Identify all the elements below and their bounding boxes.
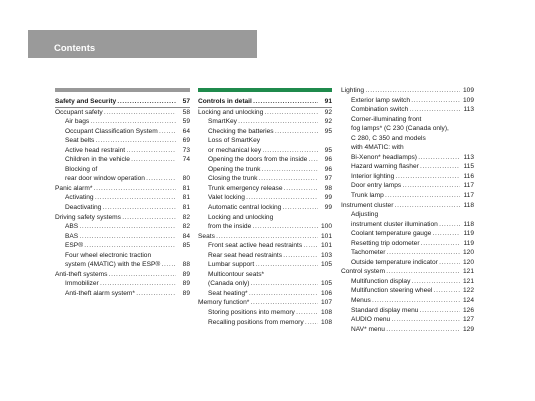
toc-subentry[interactable] bbox=[198, 127, 332, 137]
toc-page-number: 82 bbox=[176, 222, 190, 232]
toc-entry-label: Deactivating . . . bbox=[65, 203, 176, 213]
toc-entry-label: Outside temperature indicator . . . bbox=[351, 258, 460, 268]
toc-page-number: 120 bbox=[460, 248, 474, 258]
toc-entry-label: Blocking of bbox=[65, 165, 98, 173]
toc-entry-label: Occupant Classification System . . . bbox=[65, 127, 176, 137]
toc-subentry[interactable] bbox=[198, 318, 332, 328]
toc-entry-label: Standard display menu . . . bbox=[351, 306, 460, 316]
toc-subentry[interactable] bbox=[55, 193, 190, 203]
toc-page-number: 92 bbox=[318, 108, 332, 118]
toc-page-number: 113 bbox=[460, 153, 474, 163]
toc-page-number: 88 bbox=[176, 260, 190, 270]
toc-entry-label: Trunk emergency release . . . bbox=[208, 184, 318, 194]
toc-entry-label: Memory function* . . . bbox=[198, 298, 318, 308]
toc-page-number: 116 bbox=[460, 172, 474, 182]
toc-subentry[interactable] bbox=[198, 155, 332, 165]
toc-entry-label: Anti-theft systems . . . bbox=[55, 270, 176, 280]
toc-subentry[interactable] bbox=[341, 153, 474, 163]
toc-subentry[interactable] bbox=[198, 260, 332, 270]
toc-page-number: 118 bbox=[460, 201, 474, 211]
toc-page-number: 81 bbox=[176, 193, 190, 203]
toc-page-number: 89 bbox=[176, 270, 190, 280]
toc-entry-label: from the inside . . . bbox=[208, 222, 318, 232]
toc-subentry[interactable] bbox=[341, 315, 474, 325]
toc-subentry[interactable] bbox=[198, 165, 332, 175]
toc-topic[interactable] bbox=[198, 232, 332, 242]
toc-subentry[interactable] bbox=[55, 232, 190, 242]
toc-subentry[interactable] bbox=[198, 117, 332, 127]
toc-section-heading[interactable] bbox=[198, 97, 332, 108]
toc-page-number: 107 bbox=[318, 298, 332, 308]
toc-subentry[interactable] bbox=[55, 165, 190, 175]
toc-subentry[interactable] bbox=[341, 258, 474, 268]
toc-entry-label: AUDIO menu . . . bbox=[351, 315, 460, 325]
toc-subentry[interactable] bbox=[341, 134, 474, 144]
toc-topic[interactable] bbox=[341, 201, 474, 211]
toc-subentry[interactable] bbox=[55, 260, 190, 270]
toc-subentry[interactable] bbox=[341, 105, 474, 115]
toc-entry-label: ESP® . . . bbox=[65, 241, 176, 251]
toc-page-number: 117 bbox=[460, 181, 474, 191]
toc-entry-label: BAS . . . bbox=[65, 232, 176, 242]
toc-column-1 bbox=[55, 88, 190, 298]
toc-page-number: 58 bbox=[176, 108, 190, 118]
toc-subentry[interactable] bbox=[198, 222, 332, 232]
toc-entry-label: Resetting trip odometer . . . bbox=[351, 239, 460, 249]
toc-page-number: 73 bbox=[176, 146, 190, 156]
toc-page-number: 124 bbox=[460, 296, 474, 306]
toc-subentry[interactable] bbox=[55, 222, 190, 232]
toc-entry-label: Coolant temperature gauge . . . bbox=[351, 229, 460, 239]
toc-entry-label: Panic alarm* . . . bbox=[55, 184, 176, 194]
toc-page-number: 101 bbox=[318, 241, 332, 251]
toc-subentry[interactable] bbox=[341, 181, 474, 191]
toc-page-number: 120 bbox=[460, 258, 474, 268]
toc-entry-label: Multifunction display . . . bbox=[351, 277, 460, 287]
toc-subentry[interactable] bbox=[55, 155, 190, 165]
toc-subentry[interactable] bbox=[198, 289, 332, 299]
toc-page-number: 69 bbox=[176, 136, 190, 146]
toc-page-number: 126 bbox=[460, 306, 474, 316]
toc-page-number: 89 bbox=[176, 289, 190, 299]
toc-page-number: 99 bbox=[318, 203, 332, 213]
toc-column-3 bbox=[341, 86, 474, 334]
toc-page-number: 92 bbox=[318, 117, 332, 127]
toc-entry-label: Combination switch . . . bbox=[351, 105, 460, 115]
toc-subentry[interactable] bbox=[341, 162, 474, 172]
toc-subentry[interactable] bbox=[198, 270, 332, 280]
toc-page-number: 129 bbox=[460, 325, 474, 335]
toc-page-number: 81 bbox=[176, 203, 190, 213]
toc-entry-label: Immobilizer . . . bbox=[65, 279, 176, 289]
toc-page-number: 81 bbox=[176, 184, 190, 194]
toc-entry-label: Front seat active head restraints . . . bbox=[208, 241, 318, 251]
toc-subentry[interactable] bbox=[341, 277, 474, 287]
toc-topic[interactable] bbox=[55, 108, 190, 118]
toc-entry-label: Active head restraint . . . bbox=[65, 146, 176, 156]
toc-subentry[interactable] bbox=[198, 213, 332, 223]
toc-entry-label: Loss of SmartKey bbox=[208, 137, 261, 145]
toc-subentry[interactable] bbox=[341, 172, 474, 182]
toc-subentry[interactable] bbox=[198, 146, 332, 156]
toc-page-number: 117 bbox=[460, 191, 474, 201]
toc-page-number: 64 bbox=[176, 127, 190, 137]
toc-entry-label: Air bags . . . bbox=[65, 117, 176, 127]
toc-page-number: 82 bbox=[176, 213, 190, 223]
toc-page-number: 99 bbox=[318, 193, 332, 203]
toc-subentry[interactable] bbox=[198, 251, 332, 261]
toc-page-number: 74 bbox=[176, 155, 190, 165]
toc-entry-label: Activating . . . bbox=[65, 193, 176, 203]
toc-subentry[interactable] bbox=[341, 239, 474, 249]
toc-subentry[interactable] bbox=[55, 174, 190, 184]
toc-subentry[interactable] bbox=[341, 229, 474, 239]
toc-entry-label: with 4MATIC: with bbox=[351, 144, 404, 152]
toc-subentry[interactable] bbox=[198, 279, 332, 289]
toc-subentry[interactable] bbox=[198, 174, 332, 184]
toc-entry-label: fog lamps* (C 230 (Canada only), bbox=[351, 125, 449, 133]
toc-entry-label: Children in the vehicle . . . bbox=[65, 155, 176, 165]
toc-subentry[interactable] bbox=[198, 184, 332, 194]
toc-page-number: 97 bbox=[318, 174, 332, 184]
toc-entry-label: Seat belts . . . bbox=[65, 136, 176, 146]
toc-subentry[interactable] bbox=[55, 279, 190, 289]
toc-entry-label: Door entry lamps . . . bbox=[351, 181, 460, 191]
toc-entry-label: Lumbar support . . . bbox=[208, 260, 318, 270]
toc-entry-label: Bi-Xenon* headlamps) . . . bbox=[351, 153, 460, 163]
toc-page-number: 95 bbox=[318, 127, 332, 137]
toc-entry-label: Recalling positions from memory . . . bbox=[208, 318, 318, 328]
toc-page-number: 113 bbox=[460, 105, 474, 115]
toc-entry-label: rear door window operation . . . bbox=[65, 174, 176, 184]
toc-page-number: 85 bbox=[176, 241, 190, 251]
toc-entry-label: C 280, C 350 and models bbox=[351, 134, 426, 142]
toc-entry-label: Locking and unlocking . . . bbox=[198, 108, 318, 118]
toc-topic[interactable] bbox=[55, 213, 190, 223]
toc-entry-label: Storing positions into memory . . . bbox=[208, 308, 318, 318]
toc-entry-label: NAV* menu . . . bbox=[351, 325, 460, 335]
toc-entry-label: Valet locking . . . bbox=[208, 193, 318, 203]
toc-subentry[interactable] bbox=[198, 193, 332, 203]
toc-page-number: 95 bbox=[318, 146, 332, 156]
column-rule-accent bbox=[198, 88, 332, 92]
toc-subentry[interactable] bbox=[55, 136, 190, 146]
toc-entry-label: Corner-illuminating front bbox=[351, 115, 422, 123]
toc-entry-label: Seats . . . bbox=[198, 232, 318, 242]
toc-entry-label: Interior lighting . . . bbox=[351, 172, 460, 182]
toc-topic[interactable] bbox=[55, 270, 190, 280]
toc-entry-label: Adjusting bbox=[351, 211, 379, 219]
toc-subentry[interactable] bbox=[55, 117, 190, 127]
toc-page-number: 103 bbox=[318, 251, 332, 261]
toc-topic[interactable] bbox=[341, 86, 474, 96]
toc-subentry[interactable] bbox=[341, 286, 474, 296]
toc-subentry[interactable] bbox=[341, 220, 474, 230]
toc-subentry[interactable] bbox=[198, 203, 332, 213]
toc-entry-label: Four wheel electronic traction bbox=[65, 251, 152, 259]
toc-subentry[interactable] bbox=[341, 248, 474, 258]
toc-entry-label: Closing the trunk . . . bbox=[208, 174, 318, 184]
toc-subentry[interactable] bbox=[198, 136, 332, 146]
toc-entry-label: Controls in detail . . . bbox=[198, 97, 318, 107]
toc-entry-label: (Canada only) . . . bbox=[208, 279, 318, 289]
toc-topic[interactable] bbox=[198, 298, 332, 308]
toc-topic[interactable] bbox=[198, 108, 332, 118]
toc-page-number: 109 bbox=[460, 96, 474, 106]
toc-page-number: 122 bbox=[460, 286, 474, 296]
toc-page-number: 118 bbox=[460, 220, 474, 230]
toc-entry-label: Multifunction steering wheel . . . bbox=[351, 286, 460, 296]
toc-subentry[interactable] bbox=[55, 203, 190, 213]
toc-entry-label: Hazard warning flasher . . . bbox=[351, 162, 460, 172]
toc-entry-label: Anti-theft alarm system* . . . bbox=[65, 289, 176, 299]
toc-page-number: 109 bbox=[460, 86, 474, 96]
toc-page-number: 108 bbox=[318, 318, 332, 328]
toc-page-number: 84 bbox=[176, 232, 190, 242]
toc-subentry[interactable] bbox=[341, 115, 474, 125]
toc-page-number: 121 bbox=[460, 267, 474, 277]
toc-subentry[interactable] bbox=[55, 146, 190, 156]
toc-entry-label: Exterior lamp switch . . . bbox=[351, 96, 460, 106]
toc-subentry[interactable] bbox=[341, 296, 474, 306]
toc-page-number: 96 bbox=[318, 155, 332, 165]
toc-entry-label: Lighting . . . bbox=[341, 86, 460, 96]
toc-subentry[interactable] bbox=[341, 325, 474, 335]
toc-page-number: 96 bbox=[318, 165, 332, 175]
toc-page-number: 106 bbox=[318, 289, 332, 299]
toc-subentry[interactable] bbox=[198, 241, 332, 251]
toc-entry-label: Driving safety systems . . . bbox=[55, 213, 176, 223]
toc-entry-label: Instrument cluster . . . bbox=[341, 201, 460, 211]
toc-entry-label: Control system . . . bbox=[341, 267, 460, 277]
toc-page-number: 80 bbox=[176, 174, 190, 184]
column-rule bbox=[55, 88, 190, 92]
toc-entry-label: Checking the batteries . . . bbox=[208, 127, 318, 137]
toc-entry-label: Safety and Security . . . bbox=[55, 97, 176, 107]
toc-subentry[interactable] bbox=[341, 143, 474, 153]
toc-subentry[interactable] bbox=[55, 127, 190, 137]
page-title: Contents bbox=[54, 43, 96, 54]
toc-entry-label: Multicontour seats* bbox=[208, 270, 265, 278]
toc-page-number: 98 bbox=[318, 184, 332, 194]
toc-entry-label: Menus . . . bbox=[351, 296, 460, 306]
toc-page-number: 115 bbox=[460, 162, 474, 172]
toc-entry-label: Opening the trunk . . . bbox=[208, 165, 318, 175]
toc-page-number: 100 bbox=[318, 222, 332, 232]
toc-subentry[interactable] bbox=[198, 308, 332, 318]
toc-page-number: 127 bbox=[460, 315, 474, 325]
toc-entry-label: instrument cluster illumination . . . bbox=[351, 220, 460, 230]
toc-topic[interactable] bbox=[55, 184, 190, 194]
toc-entry-label: Automatic central locking . . . bbox=[208, 203, 318, 213]
toc-section-heading[interactable] bbox=[55, 97, 190, 108]
toc-entry-label: Tachometer . . . bbox=[351, 248, 460, 258]
toc-entry-label: system (4MATIC) with the ESP® . . . bbox=[65, 260, 176, 270]
toc-subentry[interactable] bbox=[341, 306, 474, 316]
toc-subentry[interactable] bbox=[341, 191, 474, 201]
toc-entry-label: Opening the doors from the inside . . . bbox=[208, 155, 318, 165]
toc-subentry[interactable] bbox=[341, 124, 474, 134]
toc-topic[interactable] bbox=[341, 267, 474, 277]
toc-entry-label: Occupant safety . . . bbox=[55, 108, 176, 118]
toc-page-number: 57 bbox=[176, 97, 190, 107]
toc-page-number: 101 bbox=[318, 232, 332, 242]
toc-entry-label: Trunk lamp . . . bbox=[351, 191, 460, 201]
toc-entry-label: Seat heating* . . . bbox=[208, 289, 318, 299]
toc-subentry[interactable] bbox=[55, 251, 190, 261]
toc-column-2 bbox=[198, 88, 332, 327]
toc-subentry[interactable] bbox=[341, 96, 474, 106]
toc-subentry[interactable] bbox=[55, 241, 190, 251]
toc-subentry[interactable] bbox=[55, 289, 190, 299]
toc-page-number: 108 bbox=[318, 308, 332, 318]
toc-page-number: 105 bbox=[318, 260, 332, 270]
toc-subentry[interactable] bbox=[341, 210, 474, 220]
toc-page-number: 89 bbox=[176, 279, 190, 289]
toc-page-number: 91 bbox=[318, 97, 332, 107]
toc-page-number: 59 bbox=[176, 117, 190, 127]
toc-entry-label: Locking and unlocking bbox=[208, 213, 274, 221]
toc-entry-label: Rear seat head restraints . . . bbox=[208, 251, 318, 261]
toc-page-number: 119 bbox=[460, 239, 474, 249]
toc-page-number: 121 bbox=[460, 277, 474, 287]
toc-entry-label: ABS . . . bbox=[65, 222, 176, 232]
toc-entry-label: SmartKey . . . bbox=[208, 117, 318, 127]
toc-entry-label: or mechanical key . . . bbox=[208, 146, 318, 156]
toc-page-number: 119 bbox=[460, 229, 474, 239]
toc-page-number: 105 bbox=[318, 279, 332, 289]
